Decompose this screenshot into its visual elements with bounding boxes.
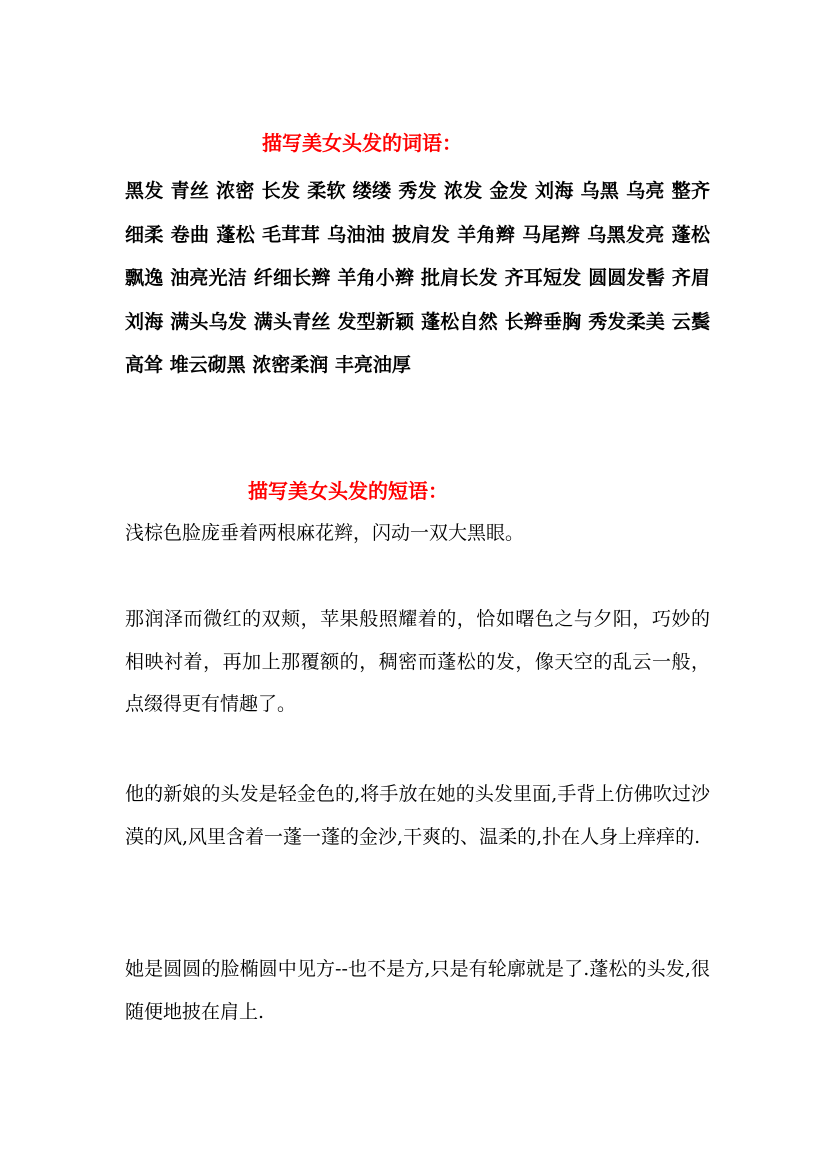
phrase-paragraph-3: 他的新娘的头发是轻金色的,将手放在她的头发里面,手背上仿佛吹过沙漠的风,风里含着一蓬一蓬的金沙,干爽的、温柔的,扑在人身上痒痒的. [125,783,710,848]
words-section-heading: 描写美女头发的词语： [262,131,462,155]
phrase-paragraph-2: 那润泽而微红的双颊，苹果般照耀着的，恰如曙色之与夕阳，巧妙的相映衬着，再加上那覆额的，稠密而蓬松的发，像天空的乱云一般，点缀得更有情趣了。 [125,608,710,715]
hair-words-list: 黑发 青丝 浓密 长发 柔软 缕缕 秀发 浓发 金发 刘海 乌黑 乌亮 整齐 细柔 卷曲 蓬松 毛茸茸 乌油油 披肩发 羊角辫 马尾辫 乌黑发亮 蓬松飘逸 油亮光洁 纤细长辫 羊角小辫 批肩长发 齐耳短发 圆圆发髻 齐眉刘海 满头乌发 满头青丝 发型新颖 蓬松自然 长辫垂胸 秀发柔美 云鬓高耸 堆云砌黑 浓密柔润 丰亮油厚 [125,180,710,376]
phrase-paragraph-1: 浅棕色脸庞垂着两根麻花辫，闪动一双大黑眼。 [125,522,525,544]
phrases-section-heading: 描写美女头发的短语： [248,479,448,503]
phrase-paragraph-4: 她是圆圆的脸椭圆中见方--也不是方,只是有轮廓就是了.蓬松的头发,很随便地披在肩上. [125,958,710,1023]
